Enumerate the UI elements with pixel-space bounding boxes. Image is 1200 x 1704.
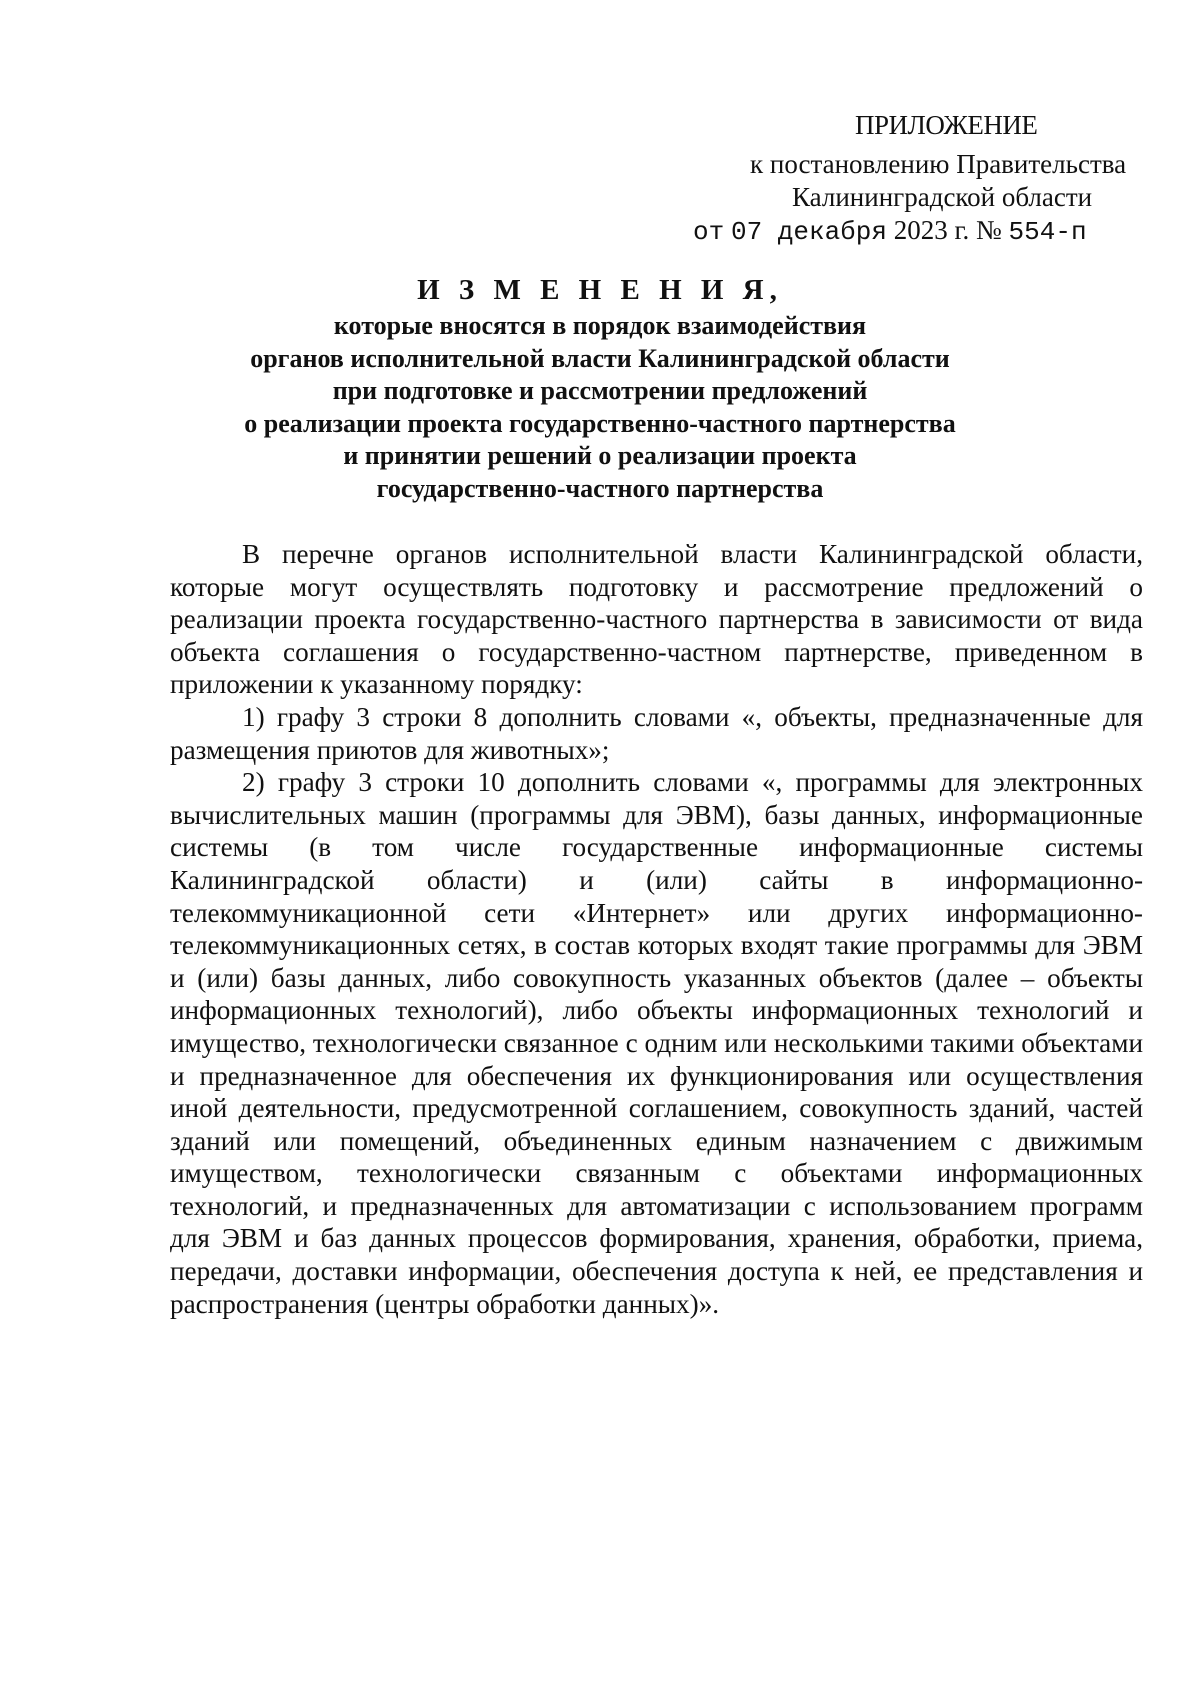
appendix-region-line: Калининградской области	[792, 182, 1093, 212]
appendix-title: ПРИЛОЖЕНИЕ	[855, 110, 1038, 140]
item-1-paragraph: 1) графу 3 строки 8 дополнить словами «, объекты, предназначенные для размещения приютов для животных»;	[170, 701, 1143, 765]
heading-line: которые вносятся в порядок взаимодействия	[333, 311, 867, 340]
document-heading	[150, 272, 1050, 505]
heading-line: органов исполнительной власти Калининградской области	[250, 343, 950, 373]
heading-line: и принятии решений о реализации проекта	[343, 441, 857, 470]
appendix-resolution-line: к постановлению Правительства	[750, 149, 1127, 179]
heading-line: при подготовке и рассмотрении предложений	[332, 376, 868, 405]
appendix-year: 2023 г. №	[893, 215, 1002, 245]
appendix-date-prefix: от	[693, 217, 725, 247]
document-body	[170, 538, 1143, 1320]
appendix-date: 07 декабря	[730, 217, 887, 247]
heading-line: государственно-частного партнерства	[376, 473, 824, 503]
appendix-date-line	[693, 213, 1087, 249]
appendix-number: 554-п	[1008, 217, 1087, 247]
intro-paragraph: В перечне органов исполнительной власти Калининградской области, которые могут осуществлять подготовку и рассмотрение предложений о реализации проекта государственно-частного партнерства в зависимости от вида объекта соглашения о государственно-частном партнерстве, приведенном в приложении к указанному порядку:	[170, 539, 1143, 700]
heading-line: о реализации проекта государственно-частного партнерства	[244, 408, 956, 438]
item-2-paragraph: 2) графу 3 строки 10 дополнить словами «, программы для электронных вычислительных машин (программы для ЭВМ), базы данных, информационные системы (в том числе государственные информационные системы Калининградской области) и (или) сайты в информационно-телекоммуникационной сети «Интернет» или других информационно-телекоммуникационных сетях, в состав которых входят такие программы для ЭВМ и (или) базы данных, либо совокупность указанных объектов (далее – объекты информационных технологий), либо объекты информационных технологий и имущество, технологически связанное с одним или несколькими такими объектами и предназначенное для обеспечения их функционирования или осуществления иной деятельности, предусмотренной соглашением, совокупность зданий, частей зданий или помещений, объединенных единым назначением с движимым имуществом, технологически связанным с объектами информационных технологий, и предназначенных для автоматизации с использованием программ для ЭВМ и баз данных процессов формирования, хранения, обработки, приема, передачи, доставки информации, обеспечения доступа к ней, ее представления и распространения (центры обработки данных)».	[170, 767, 1143, 1319]
heading-title: И З М Е Н Е Н И Я,	[417, 274, 783, 306]
